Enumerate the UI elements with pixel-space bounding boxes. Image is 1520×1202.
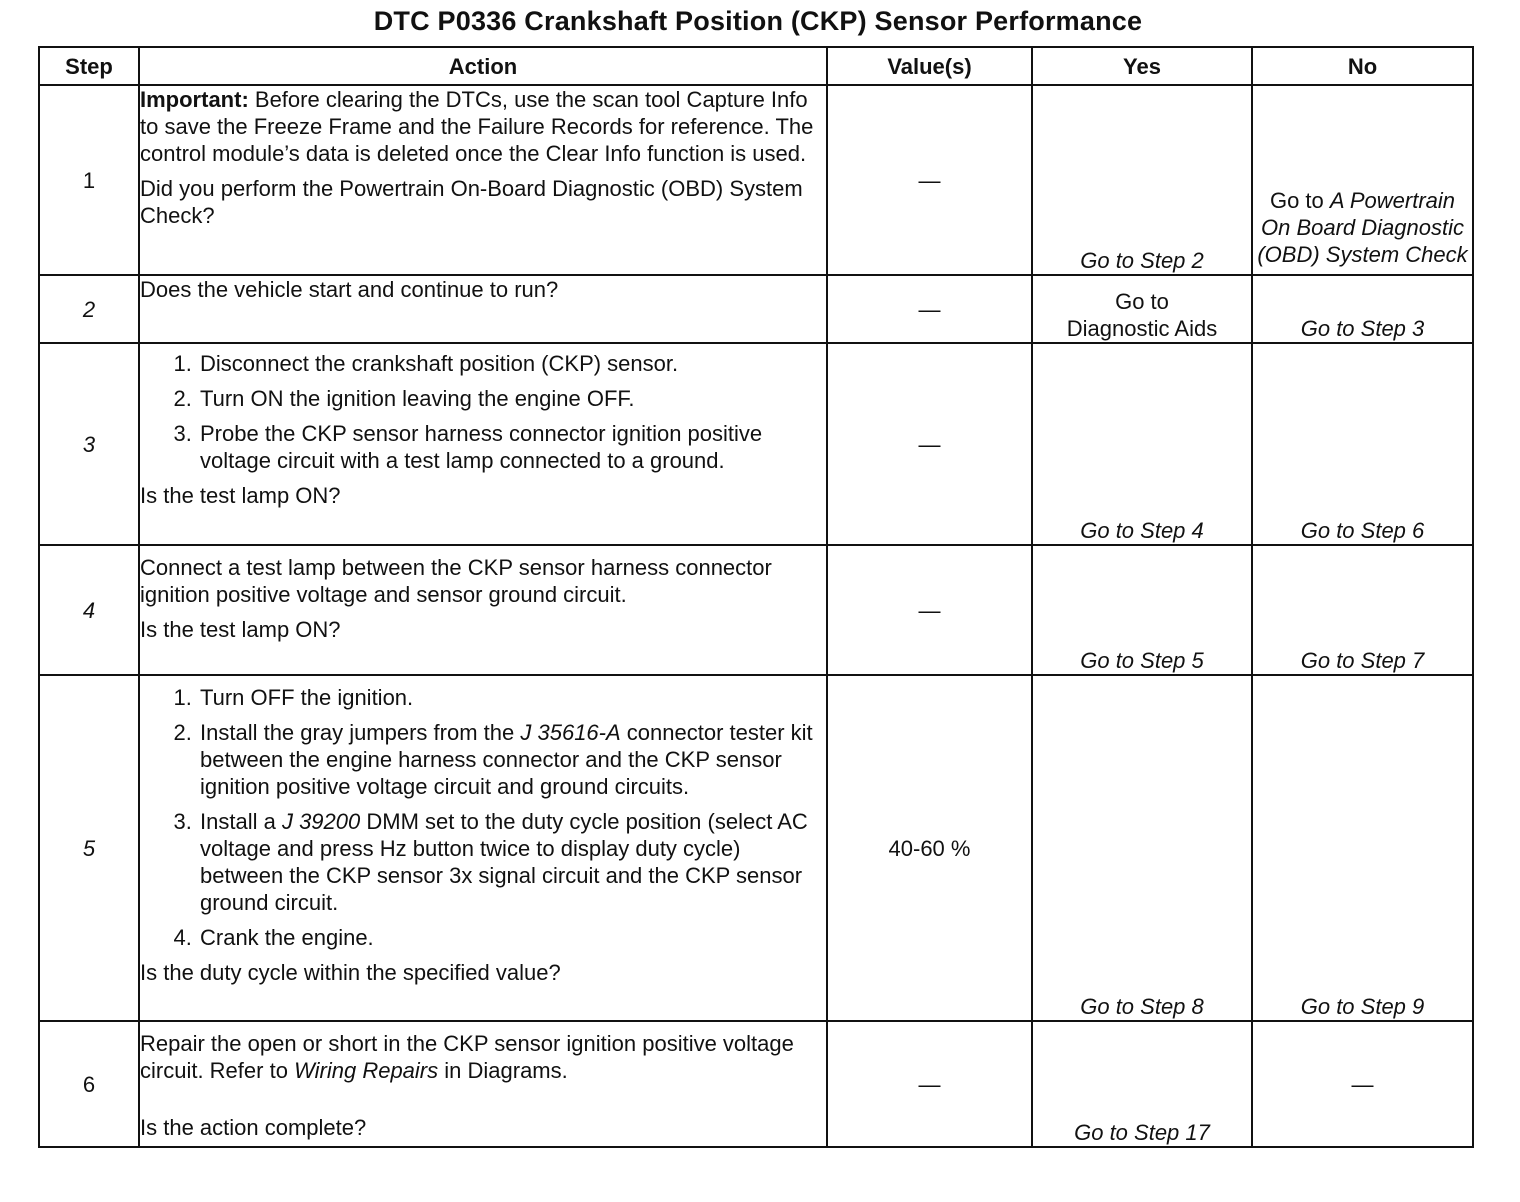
yes-link[interactable] — [1032, 275, 1252, 343]
step-number: 3 — [39, 343, 139, 545]
action-cell — [139, 545, 827, 675]
procedure-list — [140, 350, 826, 474]
procedure-text: Install the gray jumpers from the — [200, 720, 515, 745]
header-yes: Yes — [1032, 47, 1252, 85]
action-text-part: Repair the open or short in the CKP sensor ignition positive voltage circuit. Refer to — [140, 1031, 794, 1083]
value-cell: 40-60 % — [827, 675, 1032, 1021]
procedure-text: connector tester kit between the engine harness connector and the CKP sensor ignition positive voltage circuit and ground circuits. — [200, 720, 813, 799]
procedure-step: 2. Turn ON the ignition leaving the engine OFF. — [198, 385, 826, 412]
action-cell — [139, 85, 827, 275]
diagnostic-table — [38, 46, 1474, 1148]
action-question: Is the duty cycle within the specified value? — [140, 960, 561, 985]
procedure-step: 4. Crank the engine. — [198, 924, 826, 951]
procedure-text: DMM set to the duty cycle position (select AC voltage and press Hz button twice to display duty cycle) between the CKP sensor 3x signal circuit and the CKP sensor ground circuit. — [200, 809, 808, 915]
action-cell — [139, 275, 827, 343]
step-number: 5 — [39, 675, 139, 1021]
important-note — [140, 86, 826, 167]
procedure-text: Install a — [200, 809, 276, 834]
table-row — [39, 275, 1473, 343]
header-action: Action — [139, 47, 827, 85]
header-step: Step — [39, 47, 139, 85]
important-label: Important: — [140, 87, 249, 112]
no-cell: — — [1252, 1021, 1473, 1147]
procedure-step: 1. Turn OFF the ignition. — [198, 684, 826, 711]
table-header-row — [39, 47, 1473, 85]
yes-line-1: Go to — [1115, 289, 1169, 314]
tool-reference: J 35616-A — [520, 720, 621, 745]
action-text: Connect a test lamp between the CKP sensor harness connector ignition positive voltage and sensor ground circuit. — [140, 555, 772, 607]
action-cell — [139, 343, 827, 545]
procedure-step: 1. Disconnect the crankshaft position (CKP) sensor. — [198, 350, 826, 377]
no-reference: A Powertrain On Board Diagnostic (OBD) System Check — [1257, 188, 1468, 267]
tool-reference: J 39200 — [281, 809, 361, 834]
table-row — [39, 1021, 1473, 1147]
table-row — [39, 675, 1473, 1021]
no-prefix: Go to — [1269, 188, 1324, 213]
action-question: Did you perform the Powertrain On-Board Diagnostic (OBD) System Check? — [140, 176, 803, 228]
value-cell: — — [827, 545, 1032, 675]
table-row — [39, 85, 1473, 275]
yes-line-2: Diagnostic Aids — [1066, 316, 1218, 341]
table-row — [39, 343, 1473, 545]
no-link[interactable]: Go to Step 9 — [1252, 675, 1473, 1021]
no-link[interactable]: Go to Step 3 — [1252, 275, 1473, 343]
important-text: Before clearing the DTCs, use the scan tool Capture Info to save the Freeze Frame and the Failure Records for reference. The control module’s data is deleted once the Clear Info function is used. — [140, 87, 814, 166]
value-cell: — — [827, 85, 1032, 275]
header-values: Value(s) — [827, 47, 1032, 85]
step-number: 1 — [39, 85, 139, 275]
step-number: 4 — [39, 545, 139, 675]
procedure-list — [140, 684, 826, 951]
step-number: 2 — [39, 275, 139, 343]
procedure-step — [198, 808, 826, 916]
action-cell — [139, 1021, 827, 1147]
no-link[interactable] — [1252, 85, 1473, 275]
procedure-step: 3. Probe the CKP sensor harness connector ignition positive voltage circuit with a test lamp connected to a ground. — [198, 420, 826, 474]
step-number: 6 — [39, 1021, 139, 1147]
value-cell: — — [827, 343, 1032, 545]
header-no: No — [1252, 47, 1473, 85]
action-text — [140, 1030, 826, 1084]
table-row — [39, 545, 1473, 675]
no-link[interactable]: Go to Step 6 — [1252, 343, 1473, 545]
yes-link[interactable]: Go to Step 4 — [1032, 343, 1252, 545]
action-question: Is the test lamp ON? — [140, 483, 341, 508]
procedure-step — [198, 719, 826, 800]
yes-link[interactable]: Go to Step 2 — [1032, 85, 1252, 275]
action-cell — [139, 675, 827, 1021]
value-cell: — — [827, 275, 1032, 343]
action-question: Is the test lamp ON? — [140, 617, 341, 642]
manual-reference[interactable]: Wiring Repairs — [294, 1058, 439, 1083]
page-title: DTC P0336 Crankshaft Position (CKP) Sensor Performance — [373, 6, 1143, 36]
action-text-part: in Diagrams. — [444, 1058, 568, 1083]
action-question: Does the vehicle start and continue to run? — [140, 277, 559, 302]
action-question: Is the action complete? — [140, 1115, 367, 1140]
yes-link[interactable]: Go to Step 17 — [1032, 1021, 1252, 1147]
value-cell: — — [827, 1021, 1032, 1147]
yes-link[interactable]: Go to Step 5 — [1032, 545, 1252, 675]
no-link[interactable]: Go to Step 7 — [1252, 545, 1473, 675]
yes-link[interactable]: Go to Step 8 — [1032, 675, 1252, 1021]
